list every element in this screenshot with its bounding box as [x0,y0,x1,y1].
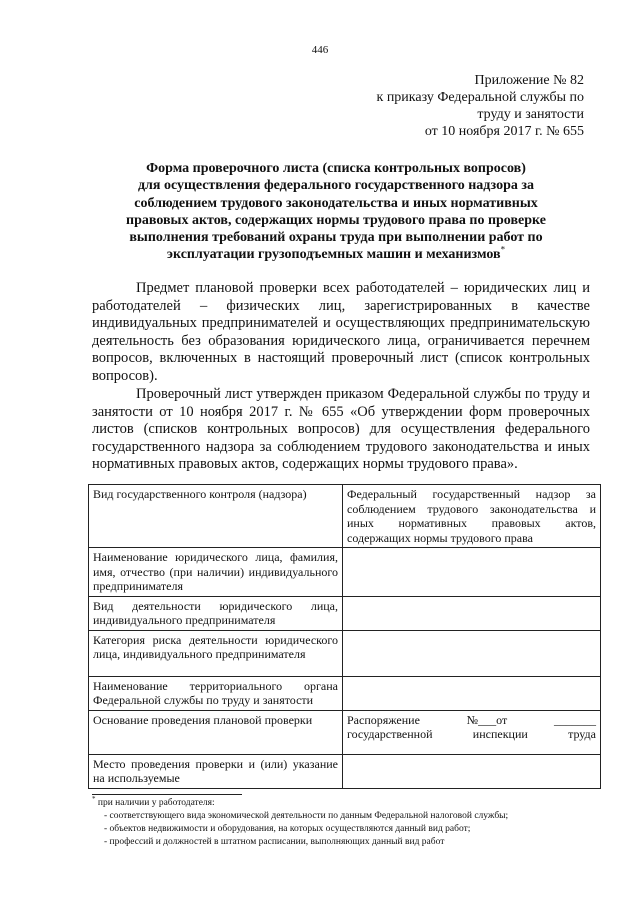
basis-order-date-blank: _______ [553,712,596,727]
table-row [89,548,601,597]
title-line-3: соблюдением трудового законодательства и иных нормативных [134,195,538,211]
row-value-activity-type[interactable] [343,596,601,630]
row-value-entity-name[interactable] [343,548,601,597]
footnote-item-1: - соответствующего вида экономической деятельности по данным Федеральной налоговой службы; [104,811,509,821]
row-label-inspection-basis: Основание проведения плановой проверки [89,710,343,754]
row-label-inspection-place: Место проведения проверки и (или) указание на используемые [89,754,343,788]
row-value-inspection-basis [343,710,601,754]
page-number: 446 [311,44,329,56]
row-label-territorial-body: Наименование территориального органа Федеральной службы по труду и занятости [89,676,343,710]
footnote-item-3: - профессий и должностей в штатном расписании, выполняющих данный вид работ [104,837,445,847]
paragraph-approval-text: Проверочный лист утвержден приказом Федеральной службы по труду и занятости от 10 ноября 2017 г. № 655 «Об утверждении форм проверочных листов (списков контрольных вопросов) для осуществления федерального государственного надзора за соблюдением трудового законодательства и иных нормативных правовых актов, содержащих нормы трудового права». [92,386,590,472]
row-value-control-type: Федеральный государственный надзор за соблюдением трудового законодательства и иных нормативных правовых актов, содержащих нормы трудового права [343,485,601,548]
row-label-activity-type: Вид деятельности юридического лица, индивидуального предпринимателя [89,596,343,630]
footnote-intro: при наличии у работодателя: [97,798,215,808]
basis-order-number: №___от [466,712,508,727]
table-row [89,754,601,788]
paragraph-scope-text: Предмет плановой проверки всех работодателей – юридических лиц и работодателей – физических лиц, зарегистрированных в качестве индивидуальных предпринимателей и осуществляющих предпринимательскую деятельность без образования юридического лица, ограничивается перечнем вопросов, включенных в настоящий проверочный лист (список контрольных вопросов). [92,280,590,384]
table-row [89,630,601,676]
row-value-risk-category[interactable] [343,630,601,676]
appendix-reference [324,72,584,140]
appendix-line-1: Приложение № 82 [474,73,584,88]
form-title [108,160,564,264]
title-line-4: правовых актов, содержащих нормы трудового права по проверке [126,212,546,228]
title-line-2: для осуществления федерального государственного надзора за [137,178,535,194]
basis-order-word: Распоряжение [347,712,420,727]
title-line-6: эксплуатации грузоподъемных машин и механизмов [166,247,501,263]
table-row [89,596,601,630]
appendix-line-2: к приказу Федеральной службы по [376,90,584,105]
row-label-risk-category: Категория риска деятельности юридического лица, индивидуального предпринимателя [89,630,343,676]
table-row [89,485,601,548]
row-value-territorial-body[interactable] [343,676,601,710]
title-line-5: выполнения требований охраны труда при выполнении работ по [129,230,543,246]
footnote-divider [92,794,242,795]
basis-inspection-word: инспекции [472,727,528,741]
row-value-inspection-place[interactable] [343,754,601,788]
footnote-marker: * [92,794,96,803]
row-label-control-type: Вид государственного контроля (надзора) [89,485,343,548]
basis-state-word: государственной [347,727,433,741]
inspection-details-table [88,484,601,789]
title-footnote-marker: * [500,244,506,255]
footnotes [92,794,592,849]
paragraph-scope [92,280,590,385]
appendix-line-4: от 10 ноября 2017 г. № 655 [424,124,584,139]
paragraph-approval [92,386,590,474]
title-line-1: Форма проверочного листа (списка контрольных вопросов) [146,161,526,176]
row-label-entity-name: Наименование юридического лица, фамилия, имя, отчество (при наличии) индивидуального предпринимателя [89,548,343,597]
footnote-item-2: - объектов недвижимости и оборудования, на которых осуществляются данный вид работ; [104,824,471,834]
appendix-line-3: труду и занятости [477,107,584,122]
basis-labour-word: труда [568,727,596,741]
table-row [89,710,601,754]
table-row [89,676,601,710]
